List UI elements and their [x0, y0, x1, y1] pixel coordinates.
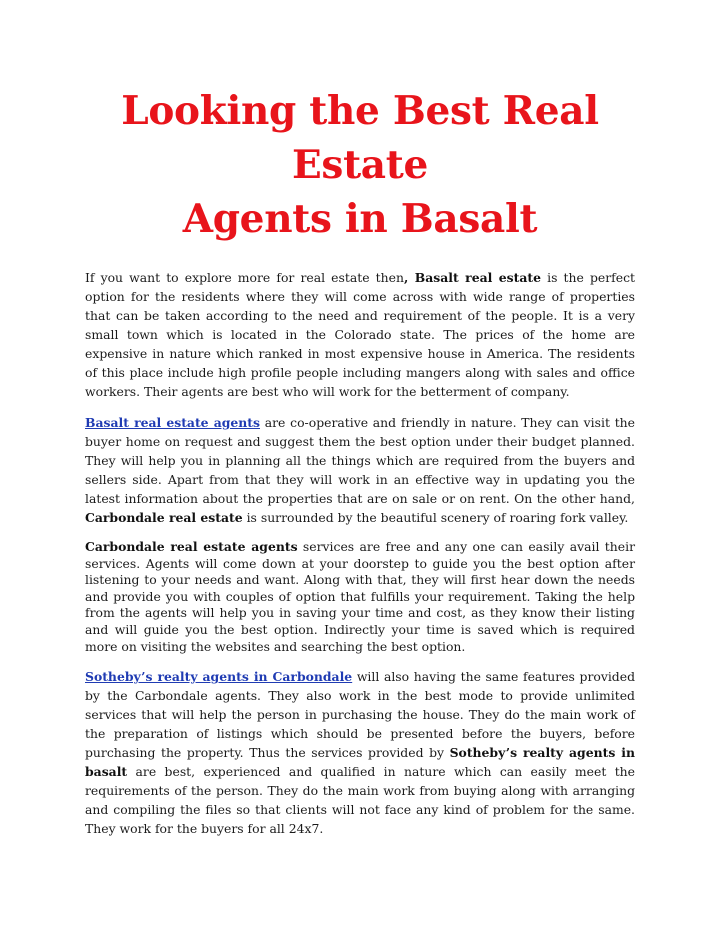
paragraph-sothebys	[85, 667, 635, 838]
p1-bold-basalt-real-estate: , Basalt real estate	[403, 270, 542, 285]
p2-text-2: is surrounded by the beautiful scenery of roaring fork valley.	[242, 510, 629, 525]
p3-bold-carbondale-real-estate-agents: Carbondale real estate agents	[85, 539, 298, 554]
p3-text-1: services are free and any one can easily avail their services. Agents will come down at your doorstep to guide you the best option after listening to your needs and want. Along with that, they will first hear down the needs and provide you with couples of option that fulfills your requirement. Taking the help from the agents will help you in saving your time and cost, as they know their listing and will guide you the best option. Indirectly your time is saved which is required more on visiting the websites and searching the best option.	[85, 539, 635, 654]
p4-text-1: will also having the same features provided by the Carbondale agents. They also work in the best mode to provide unlimited services that will help the person in purchasing the house. They do the main work of the preparation of listings which should be presented before the buyers, before purchasing the property. Thus the services provided by	[85, 669, 635, 761]
title-line-1: Looking the Best Real Estate	[121, 88, 599, 188]
p2-text-1: are co-operative and friendly in nature. They can visit the buyer home on request and suggest them the best option under their budget planned. They will help you in planning all the things which are required from the buyers and sellers side. Apart from that they will work in an effective way in updating you the latest information about the properties that are on sale or on rent. On the other hand,	[85, 415, 635, 506]
link-basalt-real-estate-agents[interactable]: Basalt real estate agents	[85, 415, 260, 430]
p1-text-2: is the perfect option for the residents where they will come across with wide range of properties that can be taken according to the need and requirement of the people. It is a very small town which is located in the Colorado state. The prices of the home are expensive in nature which ranked in most expensive house in America. The residents of this place include high profile people including mangers along with sales and office workers. Their agents are best who will work for the betterment of company.	[85, 270, 635, 399]
page-title	[85, 84, 635, 246]
paragraph-basalt-agents	[85, 413, 635, 527]
paragraph-intro	[85, 268, 635, 401]
p2-bold-carbondale-real-estate: Carbondale real estate	[85, 510, 243, 525]
p4-bold-sothebys-agents-basalt: Sotheby’s realty agents in basalt	[85, 745, 635, 780]
paragraph-carbondale-agents	[85, 539, 635, 655]
p1-text-1: If you want to explore more for real estate then	[85, 270, 404, 285]
title-line-2: Agents in Basalt	[182, 196, 538, 242]
link-sothebys-realty-agents-carbondale[interactable]: Sotheby’s realty agents in Carbondale	[85, 669, 353, 685]
p4-text-2: are best, experienced and qualified in nature which can easily meet the requirements of the person. They do the main work from buying along with arranging and compiling the files so that clients will not face any kind of problem for the same. They work for the buyers for all 24x7.	[85, 764, 635, 837]
